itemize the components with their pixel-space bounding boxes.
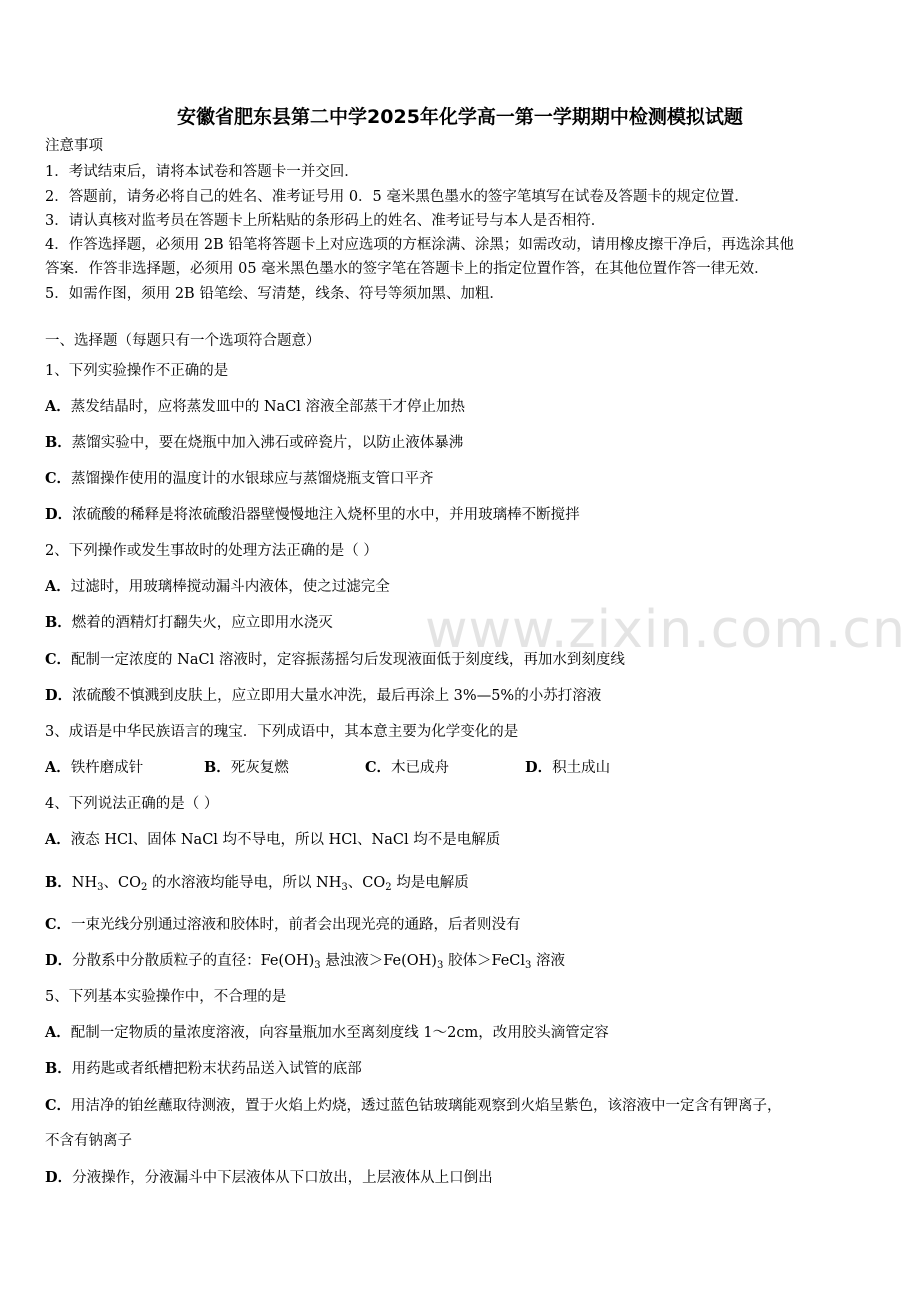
option-text: 燃着的酒精灯打翻失火，应立即用水浇灭: [71, 615, 333, 631]
subscript: 3: [525, 960, 532, 971]
option-label: D．: [45, 506, 73, 523]
formula-text: 、CO: [347, 875, 386, 891]
option-label: B．: [204, 759, 231, 776]
formula-text: 、CO: [103, 875, 141, 891]
question-4-stem: 4、下列说法正确的是（ ）: [45, 796, 219, 812]
option-label: B．: [45, 614, 72, 631]
option-label: A．: [45, 578, 71, 595]
question-1-stem: 1、下列实验操作不正确的是: [45, 363, 229, 379]
option-label: D．: [525, 759, 553, 776]
option-label: D．: [45, 952, 73, 969]
formula-text: 均是电解质: [391, 875, 469, 891]
subscript: 3: [436, 960, 444, 971]
subscript: 3: [97, 882, 104, 893]
question-5-stem: 5、下列基本实验操作中，不合理的是: [45, 989, 287, 1005]
subscript: 3: [314, 960, 321, 971]
option-label: C．: [45, 1097, 72, 1114]
formula-text: 分散系中分散质粒子的直径：Fe(OH): [72, 953, 315, 969]
question-4-option-c: [45, 915, 880, 935]
option-text: 配制一定浓度的 NaCl 溶液时，定容振荡摇匀后发现液面低于刻度线，再加水到刻度线: [71, 652, 625, 668]
option-label: C．: [45, 651, 72, 668]
option-label: A．: [45, 398, 71, 415]
question-2-option-b: [45, 613, 880, 633]
option-text: 配制一定物质的量浓度溶液，向容量瓶加水至离刻度线 1～2cm，改用胶头滴管定容: [70, 1025, 609, 1041]
option-text: 蒸发结晶时，应将蒸发皿中的 NaCl 溶液全部蒸干才停止加热: [70, 399, 466, 415]
option-text: 浓硫酸不慎溅到皮肤上，应立即用大量水冲洗，最后再涂上 3%—5%的小苏打溶液: [72, 688, 602, 704]
option-label: B．: [45, 874, 72, 891]
option-label: D．: [45, 687, 73, 704]
formula-text: 溶液: [531, 953, 566, 969]
notice-heading: 注意事项: [45, 138, 103, 154]
option-label: A．: [45, 1024, 71, 1041]
question-1-option-d: [45, 505, 880, 525]
option-text: 木已成舟: [391, 760, 450, 776]
option-text: 分液操作，分液漏斗中下层液体从下口放出，上层液体从上口倒出: [72, 1170, 493, 1186]
question-2-option-d: [45, 686, 880, 706]
question-3-option-d: [525, 758, 610, 778]
option-label: A．: [45, 759, 71, 776]
question-2-option-a: [45, 577, 880, 597]
option-label: A．: [45, 831, 71, 848]
question-1-option-b: [45, 433, 880, 453]
option-text: [72, 875, 469, 891]
question-5-option-c: [45, 1096, 880, 1116]
question-4-option-a: [45, 830, 880, 850]
subscript: 2: [385, 882, 392, 893]
question-1-option-c: [45, 469, 880, 489]
option-text: 用药匙或者纸槽把粉末状药品送入试管的底部: [71, 1061, 362, 1077]
question-5-option-b: [45, 1059, 880, 1079]
option-text: 死灰复燃: [230, 760, 289, 776]
option-text: [72, 953, 565, 969]
formula-text: 悬浊液＞Fe(OH): [320, 953, 437, 969]
option-text: 液态 HCl、固体 NaCl 均不导电，所以 HCl、NaCl 均不是电解质: [70, 832, 501, 848]
notice-item: 答案．作答非选择题，必须用 05 毫米黑色墨水的签字笔在答题卡上的指定位置作答，在其他位置作答一律无效．: [45, 261, 769, 277]
question-5-option-a: [45, 1023, 880, 1043]
formula-text: NH: [71, 875, 98, 891]
subscript: 3: [341, 882, 348, 893]
question-4-option-d: [45, 951, 880, 971]
option-label: C．: [45, 470, 72, 487]
option-text: 过滤时，用玻璃棒搅动漏斗内液体，使之过滤完全: [70, 579, 390, 595]
option-text: 浓硫酸的稀释是将浓硫酸沿器壁慢慢地注入烧杯里的水中，并用玻璃棒不断搅拌: [72, 507, 580, 523]
question-4-option-b: [45, 873, 880, 893]
option-label: C．: [45, 916, 72, 933]
option-label: C．: [365, 759, 392, 776]
question-2-stem: 2、下列操作或发生事故时的处理方法正确的是（ ）: [45, 543, 378, 559]
formula-text: 的水溶液均能导电，所以 NH: [147, 875, 342, 891]
question-2-option-c: [45, 650, 880, 670]
watermark: www.zixin.com.cn: [425, 600, 906, 660]
option-text: 蒸馏操作使用的温度计的水银球应与蒸馏烧瓶支管口平齐: [71, 471, 434, 487]
question-3-stem: 3、成语是中华民族语言的瑰宝．下列成语中，其本意主要为化学变化的是: [45, 724, 519, 740]
question-5-option-c-continued: 不含有钠离子: [45, 1133, 132, 1149]
option-text: 用洁净的铂丝蘸取待测液，置于火焰上灼烧，透过蓝色钴玻璃能观察到火焰呈紫色，该溶液中一定含有钾离子，: [71, 1098, 782, 1114]
section-heading: 一、选择题（每题只有一个选项符合题意）: [45, 333, 321, 349]
option-text: 积土成山: [552, 760, 611, 776]
formula-text: 胶体＞FeCl: [443, 953, 526, 969]
notice-item: 1．考试结束后，请将本试卷和答题卡一并交回．: [45, 164, 359, 180]
question-3-option-a: [45, 758, 143, 778]
question-3-option-c: [365, 758, 449, 778]
option-text: 铁杵磨成针: [70, 760, 144, 776]
option-text: 蒸馏实验中，要在烧瓶中加入沸石或碎瓷片，以防止液体暴沸: [71, 435, 464, 451]
page-title: 安徽省肥东县第二中学2025年化学高一第一学期期中检测模拟试题: [177, 106, 743, 128]
question-3-option-b: [204, 758, 289, 778]
question-1-option-a: [45, 397, 880, 417]
notice-item: 2．答题前，请务必将自己的姓名、准考证号用 0．5 毫米黑色墨水的签字笔填写在试卷及答题卡的规定位置．: [45, 189, 749, 205]
question-5-option-d: [45, 1168, 880, 1188]
option-label: B．: [45, 434, 72, 451]
notice-item: 4．作答选择题，必须用 2B 铅笔将答题卡上对应选项的方框涂满、涂黑；如需改动，请用橡皮擦干净后，再选涂其他: [45, 237, 794, 253]
notice-item: 5．如需作图，须用 2B 铅笔绘、写清楚，线条、符号等须加黑、加粗．: [45, 286, 504, 302]
notice-item: 3．请认真核对监考员在答题卡上所粘贴的条形码上的姓名、准考证号与本人是否相符．: [45, 213, 606, 229]
option-text: 一束光线分别通过溶液和胶体时，前者会出现光亮的通路，后者则没有: [71, 917, 521, 933]
option-label: D．: [45, 1169, 73, 1186]
subscript: 2: [140, 882, 148, 893]
option-label: B．: [45, 1060, 72, 1077]
